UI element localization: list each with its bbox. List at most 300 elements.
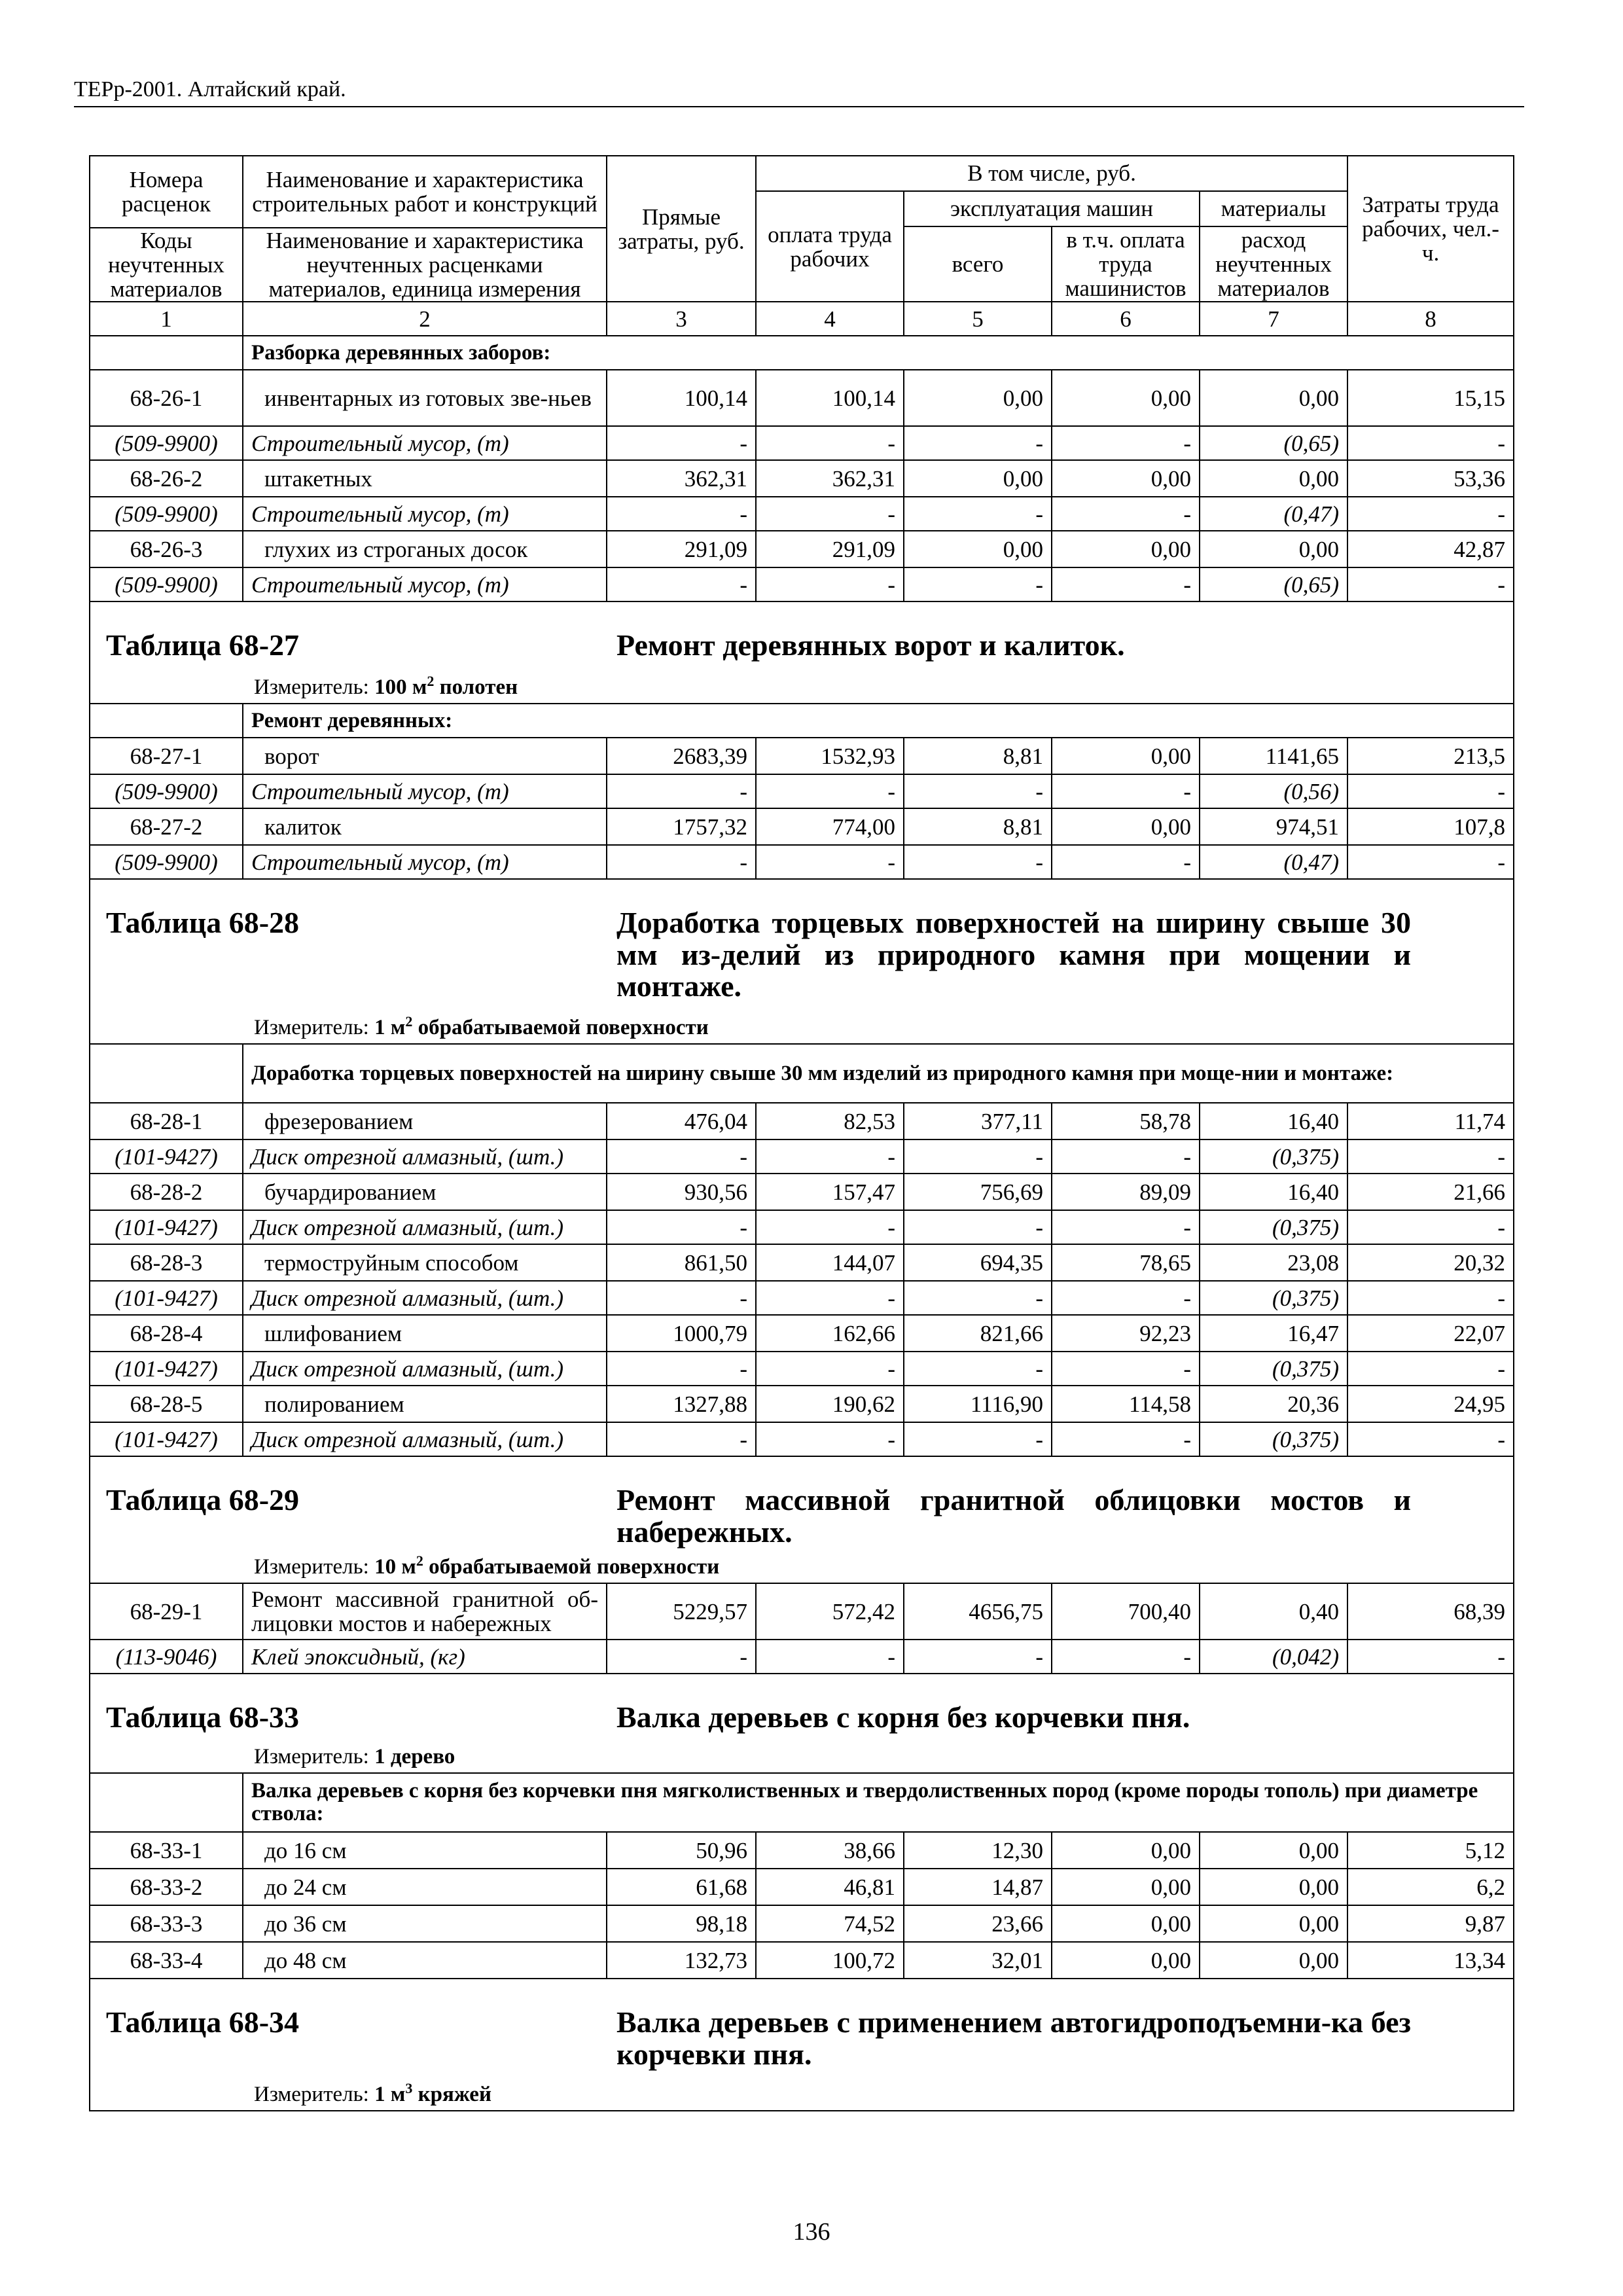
material-name: Строительный мусор, (т) — [243, 774, 607, 808]
value-col-3: 291,09 — [607, 531, 756, 567]
table-row — [90, 1869, 1514, 1905]
material-row — [90, 1422, 1514, 1456]
value-col-7: 23,08 — [1200, 1244, 1347, 1281]
value-col-3: 1327,88 — [607, 1386, 756, 1422]
rate-code: 68-26-3 — [90, 531, 243, 567]
header-rule — [74, 106, 1524, 107]
rate-code: 68-27-2 — [90, 808, 243, 845]
rate-name: до 36 см — [243, 1905, 607, 1942]
value-col-6: 0,00 — [1052, 370, 1200, 426]
meter-value: 1 дерево — [374, 1745, 455, 1769]
value-col-8: 13,34 — [1347, 1942, 1514, 1979]
value-col-6: 0,00 — [1052, 808, 1200, 845]
value-col-7: 0,00 — [1200, 531, 1347, 567]
meter-label: Измеритель: — [254, 1016, 375, 1040]
col6-header: в т.ч. оплата труда машинистов — [1052, 226, 1200, 302]
value-col-6: 58,78 — [1052, 1103, 1200, 1139]
rate-name: Ремонт массивной гранитной об-лицовки мостов и набережных — [243, 1583, 607, 1640]
table-meter — [254, 2081, 491, 2106]
material-value-col-8: - — [1347, 426, 1514, 460]
material-value-col-3: - — [607, 1640, 756, 1674]
col2-header-top: Наименование и характеристика строительных работ и конструкций — [243, 156, 607, 228]
rate-name: до 48 см — [243, 1942, 607, 1979]
group-code-cell — [90, 1773, 243, 1832]
material-value-col-8: - — [1347, 567, 1514, 601]
rate-code: 68-27-1 — [90, 738, 243, 774]
material-value-col-7: (0,65) — [1200, 426, 1347, 460]
table-title: Таблица 68-27 — [106, 628, 300, 662]
column-number-1: 1 — [90, 302, 243, 336]
table-row — [90, 1315, 1514, 1352]
value-col-5: 821,66 — [904, 1315, 1052, 1352]
value-col-5: 0,00 — [904, 370, 1052, 426]
meter-label: Измеритель: — [254, 1745, 375, 1769]
value-col-7: 974,51 — [1200, 808, 1347, 845]
value-col-8: 6,2 — [1347, 1869, 1514, 1905]
group-code-cell — [90, 1044, 243, 1103]
rate-code: 68-33-2 — [90, 1869, 243, 1905]
value-col-3: 362,31 — [607, 460, 756, 497]
value-col-4: 157,47 — [756, 1174, 904, 1210]
table-row — [90, 1832, 1514, 1869]
column-number-4: 4 — [756, 302, 904, 336]
value-col-5: 0,00 — [904, 531, 1052, 567]
material-value-col-4: - — [756, 497, 904, 531]
rate-code: 68-28-2 — [90, 1174, 243, 1210]
table-heading-row — [90, 879, 1514, 1044]
table-row — [90, 1905, 1514, 1942]
rate-code: 68-26-2 — [90, 460, 243, 497]
material-value-col-6: - — [1052, 1210, 1200, 1244]
material-value-col-5: - — [904, 845, 1052, 879]
value-col-6: 0,00 — [1052, 1869, 1200, 1905]
column-numbers-row — [90, 302, 1514, 336]
value-col-5: 8,81 — [904, 738, 1052, 774]
material-value-col-6: - — [1052, 774, 1200, 808]
material-value-col-8: - — [1347, 1640, 1514, 1674]
material-value-col-7: (0,65) — [1200, 567, 1347, 601]
material-code: (509-9900) — [90, 567, 243, 601]
value-col-8: 213,5 — [1347, 738, 1514, 774]
material-value-col-5: - — [904, 426, 1052, 460]
column-number-2: 2 — [243, 302, 607, 336]
material-row — [90, 1281, 1514, 1315]
value-col-6: 114,58 — [1052, 1386, 1200, 1422]
material-name: Диск отрезной алмазный, (шт.) — [243, 1210, 607, 1244]
material-value-col-8: - — [1347, 845, 1514, 879]
material-value-col-3: - — [607, 497, 756, 531]
value-col-8: 42,87 — [1347, 531, 1514, 567]
material-value-col-3: - — [607, 567, 756, 601]
value-col-7: 16,40 — [1200, 1174, 1347, 1210]
material-value-col-7: (0,56) — [1200, 774, 1347, 808]
value-col-7: 16,40 — [1200, 1103, 1347, 1139]
value-col-7: 16,47 — [1200, 1315, 1347, 1352]
material-value-col-4: - — [756, 567, 904, 601]
value-col-6: 92,23 — [1052, 1315, 1200, 1352]
material-row — [90, 497, 1514, 531]
value-col-8: 9,87 — [1347, 1905, 1514, 1942]
material-value-col-7: (0,375) — [1200, 1352, 1347, 1386]
table-row — [90, 531, 1514, 567]
value-col-5: 32,01 — [904, 1942, 1052, 1979]
material-name: Строительный мусор, (т) — [243, 567, 607, 601]
rate-code: 68-28-1 — [90, 1103, 243, 1139]
meter-label: Измеритель: — [254, 675, 375, 700]
value-col-3: 100,14 — [607, 370, 756, 426]
material-code: (113-9046) — [90, 1640, 243, 1674]
material-value-col-7: (0,375) — [1200, 1281, 1347, 1315]
value-col-8: 24,95 — [1347, 1386, 1514, 1422]
table-heading — [90, 1456, 1514, 1583]
table-caption: Валка деревьев с корня без корчевки пня. — [616, 1700, 1190, 1734]
material-value-col-6: - — [1052, 1422, 1200, 1456]
column-number-6: 6 — [1052, 302, 1200, 336]
material-value-col-3: - — [607, 845, 756, 879]
group-row — [90, 1773, 1514, 1832]
material-code: (101-9427) — [90, 1139, 243, 1174]
material-value-col-3: - — [607, 1281, 756, 1315]
value-col-5: 23,66 — [904, 1905, 1052, 1942]
group-title: Валка деревьев с корня без корчевки пня мягколиственных и твердолиственных пород (кроме породы тополь) при диаметре ствола: — [243, 1773, 1514, 1832]
material-code: (101-9427) — [90, 1422, 243, 1456]
value-col-4: 774,00 — [756, 808, 904, 845]
material-value-col-4: - — [756, 1352, 904, 1386]
value-col-5: 377,11 — [904, 1103, 1052, 1139]
rate-code: 68-33-1 — [90, 1832, 243, 1869]
col4-header: оплата труда рабочих — [756, 191, 904, 302]
value-col-7: 1141,65 — [1200, 738, 1347, 774]
rate-name: бучардированием — [243, 1174, 607, 1210]
material-code: (101-9427) — [90, 1352, 243, 1386]
value-col-8: 21,66 — [1347, 1174, 1514, 1210]
material-value-col-8: - — [1347, 1210, 1514, 1244]
material-code: (509-9900) — [90, 845, 243, 879]
value-col-4: 100,14 — [756, 370, 904, 426]
material-value-col-3: - — [607, 1422, 756, 1456]
meter-value: 1 $м^3$ кряжей — [374, 2080, 491, 2107]
value-col-4: 1532,93 — [756, 738, 904, 774]
value-col-4: 82,53 — [756, 1103, 904, 1139]
material-value-col-6: - — [1052, 1640, 1200, 1674]
value-col-3: 1000,79 — [607, 1315, 756, 1352]
group-title: Ремонт деревянных: — [243, 704, 1514, 738]
value-col-7: 0,00 — [1200, 460, 1347, 497]
value-col-4: 162,66 — [756, 1315, 904, 1352]
material-value-col-3: - — [607, 426, 756, 460]
value-col-6: 700,40 — [1052, 1583, 1200, 1640]
material-value-col-3: - — [607, 1139, 756, 1174]
value-col-7: 0,00 — [1200, 1869, 1347, 1905]
value-col-6: 0,00 — [1052, 1942, 1200, 1979]
column-number-8: 8 — [1347, 302, 1514, 336]
value-col-5: 14,87 — [904, 1869, 1052, 1905]
material-name: Строительный мусор, (т) — [243, 845, 607, 879]
material-row — [90, 1210, 1514, 1244]
value-col-8: 20,32 — [1347, 1244, 1514, 1281]
material-value-col-4: - — [756, 426, 904, 460]
group-row — [90, 336, 1514, 370]
value-col-7: 0,40 — [1200, 1583, 1347, 1640]
rate-code: 68-33-4 — [90, 1942, 243, 1979]
material-value-col-6: - — [1052, 1281, 1200, 1315]
value-col-4: 46,81 — [756, 1869, 904, 1905]
value-col-6: 0,00 — [1052, 1832, 1200, 1869]
rate-code: 68-28-3 — [90, 1244, 243, 1281]
material-value-col-3: - — [607, 1210, 756, 1244]
rate-code: 68-28-4 — [90, 1315, 243, 1352]
rate-name: калиток — [243, 808, 607, 845]
table-heading-row — [90, 601, 1514, 704]
material-code: (101-9427) — [90, 1210, 243, 1244]
meter-label: Измеритель: — [254, 2083, 375, 2107]
material-code: (509-9900) — [90, 497, 243, 531]
table-row — [90, 460, 1514, 497]
value-col-3: 50,96 — [607, 1832, 756, 1869]
meter-label: Измеритель: — [254, 1555, 375, 1579]
table-heading — [90, 1674, 1514, 1773]
material-value-col-6: - — [1052, 1352, 1200, 1386]
material-name: Диск отрезной алмазный, (шт.) — [243, 1281, 607, 1315]
table-title: Таблица 68-29 — [106, 1483, 300, 1517]
material-code: (509-9900) — [90, 426, 243, 460]
value-col-3: 5229,57 — [607, 1583, 756, 1640]
table-meter — [254, 1014, 709, 1039]
table-heading — [90, 879, 1514, 1044]
value-col-6: 0,00 — [1052, 531, 1200, 567]
value-col-7: 0,00 — [1200, 370, 1347, 426]
material-name: Строительный мусор, (т) — [243, 497, 607, 531]
materials-header: материалы — [1200, 191, 1347, 226]
table-heading — [90, 1979, 1514, 2111]
value-col-8: 68,39 — [1347, 1583, 1514, 1640]
material-value-col-8: - — [1347, 1352, 1514, 1386]
table-row — [90, 1103, 1514, 1139]
page-header-title: ТЕРр-2001. Алтайский край. — [74, 77, 346, 101]
rate-code: 68-28-5 — [90, 1386, 243, 1422]
material-value-col-5: - — [904, 1281, 1052, 1315]
material-value-col-6: - — [1052, 1139, 1200, 1174]
value-col-7: 0,00 — [1200, 1905, 1347, 1942]
value-col-5: 756,69 — [904, 1174, 1052, 1210]
value-col-5: 12,30 — [904, 1832, 1052, 1869]
group-code-cell — [90, 704, 243, 738]
material-value-col-8: - — [1347, 497, 1514, 531]
table-row — [90, 738, 1514, 774]
column-number-5: 5 — [904, 302, 1052, 336]
material-row — [90, 845, 1514, 879]
material-code: (101-9427) — [90, 1281, 243, 1315]
value-col-5: 8,81 — [904, 808, 1052, 845]
table-heading — [90, 601, 1514, 704]
value-col-4: 38,66 — [756, 1832, 904, 1869]
table-meter — [254, 1553, 719, 1579]
table-row — [90, 370, 1514, 426]
material-value-col-8: - — [1347, 1139, 1514, 1174]
rate-name: до 16 см — [243, 1832, 607, 1869]
group-code-cell — [90, 336, 243, 370]
value-col-6: 0,00 — [1052, 460, 1200, 497]
material-value-col-8: - — [1347, 774, 1514, 808]
material-name: Клей эпоксидный, (кг) — [243, 1640, 607, 1674]
table-title: Таблица 68-33 — [106, 1700, 300, 1734]
material-value-col-7: (0,375) — [1200, 1422, 1347, 1456]
material-value-col-3: - — [607, 1352, 756, 1386]
table-caption: Валка деревьев с применением автогидроподъемни-ка без корчевки пня. — [616, 2005, 1411, 2071]
value-col-5: 0,00 — [904, 460, 1052, 497]
table-row — [90, 808, 1514, 845]
col7-header: расход неучтенных материалов — [1200, 226, 1347, 302]
value-col-8: 11,74 — [1347, 1103, 1514, 1139]
value-col-8: 53,36 — [1347, 460, 1514, 497]
value-col-6: 89,09 — [1052, 1174, 1200, 1210]
value-col-4: 190,62 — [756, 1386, 904, 1422]
rate-code: 68-26-1 — [90, 370, 243, 426]
table-row — [90, 1244, 1514, 1281]
value-col-3: 132,73 — [607, 1942, 756, 1979]
meter-value: 1 $м^2$ обрабатываемой поверхности — [374, 1013, 709, 1040]
value-col-8: 22,07 — [1347, 1315, 1514, 1352]
table-row — [90, 1583, 1514, 1640]
material-value-col-8: - — [1347, 1422, 1514, 1456]
material-value-col-4: - — [756, 1640, 904, 1674]
page-number: 136 — [793, 2218, 830, 2246]
material-name: Диск отрезной алмазный, (шт.) — [243, 1422, 607, 1456]
group-title: Доработка торцевых поверхностей на ширину свыше 30 мм изделий из природного камня при моще-нии и монтаже: — [243, 1044, 1514, 1103]
rate-name: фрезерованием — [243, 1103, 607, 1139]
value-col-4: 291,09 — [756, 531, 904, 567]
column-number-7: 7 — [1200, 302, 1347, 336]
material-value-col-5: - — [904, 1139, 1052, 1174]
material-row — [90, 567, 1514, 601]
material-code: (509-9900) — [90, 774, 243, 808]
material-value-col-4: - — [756, 1210, 904, 1244]
value-col-5: 694,35 — [904, 1244, 1052, 1281]
group-title: Разборка деревянных заборов: — [243, 336, 1514, 370]
table-meter — [254, 1746, 455, 1768]
material-value-col-7: (0,375) — [1200, 1139, 1347, 1174]
material-value-col-7: (0,47) — [1200, 845, 1347, 879]
rate-name: до 24 см — [243, 1869, 607, 1905]
table-heading-row — [90, 1979, 1514, 2111]
material-value-col-5: - — [904, 1352, 1052, 1386]
col2-header-bottom: Наименование и характеристика неучтенных расценками материалов, единица измерения — [243, 228, 607, 302]
col5-header: всего — [904, 226, 1052, 302]
value-col-5: 1116,90 — [904, 1386, 1052, 1422]
material-value-col-6: - — [1052, 426, 1200, 460]
table-meter — [254, 673, 518, 699]
table-caption: Доработка торцевых поверхностей на ширину свыше 30 мм из-делий из природного камня при мощении и монтаже. — [616, 906, 1411, 1003]
value-col-6: 78,65 — [1052, 1244, 1200, 1281]
incl-header: В том числе, руб. — [756, 156, 1347, 191]
col1-header-top: Номера расценок — [90, 156, 243, 228]
value-col-3: 476,04 — [607, 1103, 756, 1139]
rate-name: инвентарных из готовых зве-ньев — [243, 370, 607, 426]
material-value-col-5: - — [904, 1640, 1052, 1674]
value-col-6: 0,00 — [1052, 738, 1200, 774]
material-value-col-6: - — [1052, 845, 1200, 879]
value-col-3: 61,68 — [607, 1869, 756, 1905]
material-value-col-4: - — [756, 1139, 904, 1174]
value-col-7: 0,00 — [1200, 1942, 1347, 1979]
rate-name: шлифованием — [243, 1315, 607, 1352]
rate-code: 68-33-3 — [90, 1905, 243, 1942]
rate-name: штакетных — [243, 460, 607, 497]
value-col-7: 20,36 — [1200, 1386, 1347, 1422]
value-col-3: 1757,32 — [607, 808, 756, 845]
material-value-col-5: - — [904, 1422, 1052, 1456]
material-value-col-6: - — [1052, 497, 1200, 531]
material-value-col-5: - — [904, 774, 1052, 808]
value-col-8: 107,8 — [1347, 808, 1514, 845]
value-col-3: 2683,39 — [607, 738, 756, 774]
value-col-3: 861,50 — [607, 1244, 756, 1281]
value-col-4: 74,52 — [756, 1905, 904, 1942]
table-row — [90, 1386, 1514, 1422]
value-col-3: 98,18 — [607, 1905, 756, 1942]
col1-header-bottom: Коды неучтенных материалов — [90, 228, 243, 302]
rate-code: 68-29-1 — [90, 1583, 243, 1640]
material-value-col-6: - — [1052, 567, 1200, 601]
material-value-col-4: - — [756, 845, 904, 879]
material-row — [90, 1352, 1514, 1386]
meter-value: 10 $м^2$ обрабатываемой поверхности — [374, 1552, 720, 1579]
material-row — [90, 1139, 1514, 1174]
value-col-5: 4656,75 — [904, 1583, 1052, 1640]
material-value-col-4: - — [756, 1281, 904, 1315]
material-name: Диск отрезной алмазный, (шт.) — [243, 1352, 607, 1386]
col3-header: Прямые затраты, руб. — [607, 156, 756, 302]
material-value-col-7: (0,375) — [1200, 1210, 1347, 1244]
table-heading-row — [90, 1674, 1514, 1773]
table-heading-row — [90, 1456, 1514, 1583]
value-col-8: 5,12 — [1347, 1832, 1514, 1869]
column-number-3: 3 — [607, 302, 756, 336]
table-row — [90, 1942, 1514, 1979]
material-value-col-5: - — [904, 497, 1052, 531]
material-value-col-7: (0,042) — [1200, 1640, 1347, 1674]
material-value-col-7: (0,47) — [1200, 497, 1347, 531]
material-row — [90, 1640, 1514, 1674]
value-col-4: 572,42 — [756, 1583, 904, 1640]
rate-name: ворот — [243, 738, 607, 774]
table-caption: Ремонт массивной гранитной облицовки мостов и набережных. — [616, 1483, 1411, 1549]
meter-value: 100 $м^2$ полотен — [374, 673, 518, 700]
value-col-4: 362,31 — [756, 460, 904, 497]
material-name: Диск отрезной алмазный, (шт.) — [243, 1139, 607, 1174]
table-row — [90, 1174, 1514, 1210]
value-col-3: 930,56 — [607, 1174, 756, 1210]
value-col-6: 0,00 — [1052, 1905, 1200, 1942]
rate-name: глухих из строганых досок — [243, 531, 607, 567]
value-col-8: 15,15 — [1347, 370, 1514, 426]
material-row — [90, 774, 1514, 808]
rate-name: полированием — [243, 1386, 607, 1422]
material-value-col-5: - — [904, 1210, 1052, 1244]
group-row — [90, 1044, 1514, 1103]
rate-name: термоструйным способом — [243, 1244, 607, 1281]
value-col-4: 144,07 — [756, 1244, 904, 1281]
material-name: Строительный мусор, (т) — [243, 426, 607, 460]
col8-header: Затраты труда рабочих, чел.-ч. — [1347, 156, 1514, 302]
material-value-col-4: - — [756, 774, 904, 808]
rates-table — [89, 155, 1514, 2111]
group-row — [90, 704, 1514, 738]
value-col-7: 0,00 — [1200, 1832, 1347, 1869]
machines-header: эксплуатация машин — [904, 191, 1200, 226]
material-value-col-5: - — [904, 567, 1052, 601]
value-col-4: 100,72 — [756, 1942, 904, 1979]
